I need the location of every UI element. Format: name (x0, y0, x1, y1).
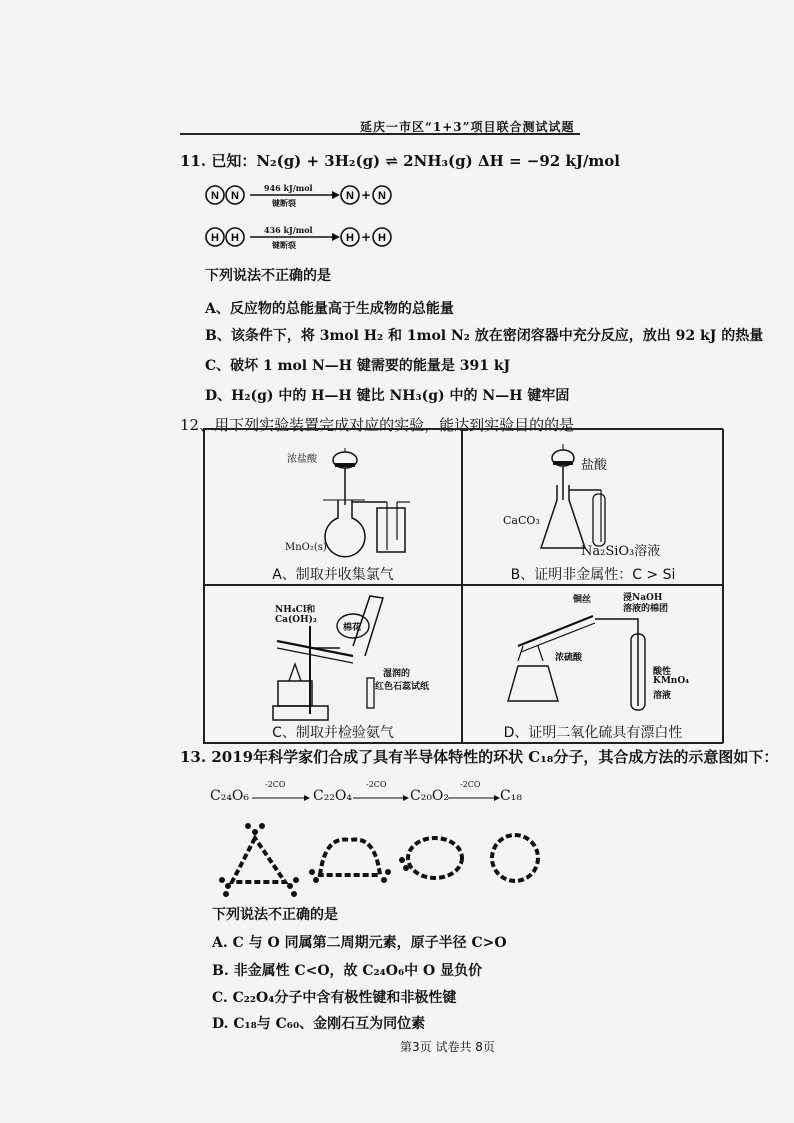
eq1-energy-label: 946 kJ/mol (264, 183, 313, 193)
label-mno2: MnO₂(s) (285, 542, 327, 553)
svg-text:H: H (378, 232, 386, 244)
label-wet: 湿润的 (383, 669, 411, 679)
experiment-cell-c (204, 585, 462, 743)
label-kmno4: KMnO₄ (653, 676, 690, 686)
molecule-c24o6 (232, 838, 285, 882)
q11-prompt: 下列说法不正确的是 (205, 268, 331, 284)
chain-arrow-3 (448, 786, 502, 806)
label-conc-hcl: 浓盐酸 (287, 454, 317, 465)
apparatus-d-illustration (463, 586, 725, 721)
chain-c18: C₁₈ (500, 788, 522, 804)
label-caoh2: Ca(OH)₂ (275, 615, 317, 625)
q11-option-c: C、破坏 1 mol N—H 键需要的能量是 391 kJ (205, 358, 511, 374)
q13-prompt: 下列说法不正确的是 (212, 907, 338, 923)
h-atoms (341, 228, 391, 246)
label-cotton-ball: 溶液的棉团 (623, 604, 669, 614)
chain-c24o6: C₂₄O₆ (210, 788, 250, 804)
svg-text:H: H (211, 232, 219, 244)
molecule-c22o4 (320, 839, 380, 875)
eq1-bond-label: 键断裂 (272, 198, 296, 208)
chain-arrow-1 (252, 786, 312, 806)
carbon-ring-molecules (220, 820, 560, 900)
experiment-cell-d (462, 585, 724, 743)
label-cotton: 棉花 (343, 623, 362, 633)
q11-option-b: B、该条件下，将 3mol H₂ 和 1mol N₂ 放在密闭容器中充分反应，放出 92 kJ 的热量 (205, 328, 764, 344)
svg-text:N: N (211, 190, 219, 202)
arrow-label-1: -2CO (265, 780, 286, 789)
svg-text:N: N (346, 190, 354, 202)
label-nh4cl: NH₄Cl和 (275, 605, 316, 615)
arrow-label-3: -2CO (460, 780, 481, 789)
q13-stem: 13. 2019年科学家们合成了具有半导体特性的环状 C₁₈分子，其合成方法的示意图如下： (180, 748, 779, 766)
caption-a: A、制取并收集氯气 (272, 567, 394, 583)
label-copper-wire: 铜丝 (573, 595, 592, 605)
label-conc-h2so4: 浓硫酸 (555, 653, 583, 663)
caption-b: B、证明非金属性：C > Si (510, 567, 676, 583)
label-na2sio3: Na₂SiO₃溶液 (581, 544, 661, 559)
page-footer: 第3页 试卷共 8页 (400, 1040, 495, 1054)
eq2-bond-label: 键断裂 (272, 240, 296, 250)
svg-text:+: + (360, 230, 372, 244)
eq2-energy-label: 436 kJ/mol (264, 225, 313, 235)
q11-stem: 11. 已知：N₂(g) + 3H₂(g) ⇌ 2NH₃(g) ΔH = −92 kJ/mol (180, 152, 620, 170)
svg-text:N: N (231, 190, 239, 202)
svg-text:H: H (231, 232, 239, 244)
q13-option-c: C. C₂₂O₄分子中含有极性键和非极性键 (212, 990, 457, 1006)
experiment-cell-b (462, 429, 724, 585)
q11-option-d: D、H₂(g) 中的 H—H 键比 NH₃(g) 中的 N—H 键牢固 (205, 388, 570, 404)
q13-option-b: B. 非金属性 C<O，故 C₂₄O₆中 O 显负价 (212, 963, 483, 979)
molecule-c20o2 (408, 838, 462, 878)
apparatus-a-illustration (205, 430, 463, 560)
q11-option-a: A、反应物的总能量高于生成物的总能量 (205, 301, 454, 317)
apparatus-c-illustration (205, 586, 463, 721)
chain-c22o4: C₂₂O₄ (313, 788, 353, 804)
experiment-table (203, 428, 723, 744)
header-rule (180, 133, 580, 135)
chain-c20o2: C₂₀O₂ (410, 788, 450, 804)
caption-c: C、制取并检验氨气 (272, 725, 394, 741)
svg-text:N: N (378, 190, 386, 202)
n-atoms (341, 186, 391, 204)
label-solution: 溶液 (653, 691, 672, 701)
arrow-label-2: -2CO (366, 780, 387, 789)
caption-d: D、证明二氧化硫具有漂白性 (503, 725, 683, 741)
h2-molecule (206, 228, 244, 246)
exam-header-title: 延庆一市区“1+3”项目联合测试试题 (360, 120, 575, 134)
q13-option-d: D. C₁₈与 C₆₀、金刚石互为同位素 (212, 1016, 426, 1032)
svg-text:H: H (346, 232, 354, 244)
label-acidic: 酸性 (653, 667, 672, 677)
label-hcl: 盐酸 (581, 458, 608, 473)
experiment-cell-a (204, 429, 462, 585)
q12-stem: 12、用下列实验装置完成对应的实验，能达到实验目的的是 (180, 416, 575, 434)
q13-option-a: A. C 与 O 同属第二周期元素，原子半径 C>O (212, 935, 507, 951)
label-caco3: CaCO₃ (503, 514, 540, 527)
synthesis-chain (210, 780, 540, 810)
label-naoh: 浸NaOH (623, 593, 663, 603)
svg-text:+: + (360, 188, 372, 202)
n2-molecule (206, 186, 244, 204)
label-litmus-paper: 红色石蕊试纸 (375, 682, 430, 692)
chain-arrow-2 (353, 786, 411, 806)
molecule-c18 (492, 835, 538, 881)
